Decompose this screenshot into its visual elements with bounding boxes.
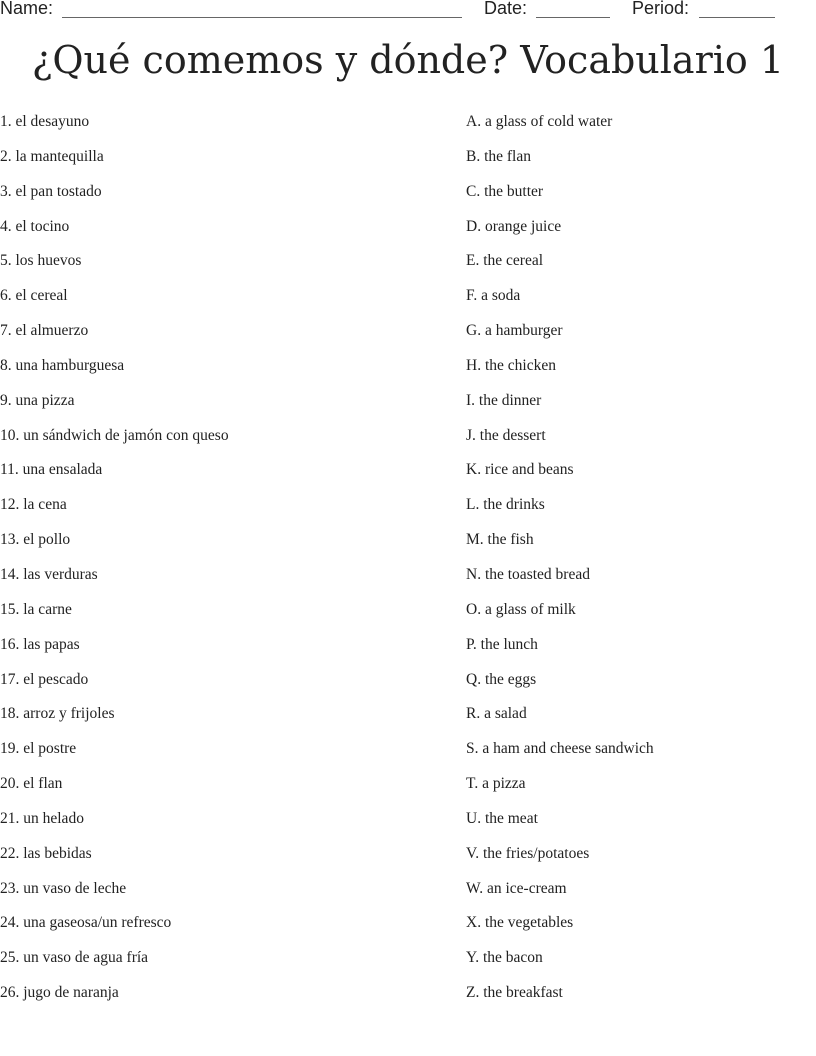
definition-item: S. a ham and cheese sandwich <box>466 740 654 758</box>
spanish-terms-list <box>0 111 440 1017</box>
date-label: Date: <box>484 0 528 18</box>
term-item: 9. una pizza <box>0 391 75 409</box>
definition-item: E. the cereal <box>466 252 544 270</box>
definition-item: X. the vegetables <box>466 914 574 932</box>
term-item: 10. un sándwich de jamón con queso <box>0 426 229 444</box>
term-item: 1. el desayuno <box>0 113 90 130</box>
date-blank[interactable] <box>536 17 610 18</box>
name-blank[interactable] <box>62 17 462 18</box>
term-item: 16. las papas <box>0 635 80 653</box>
definition-item: R. a salad <box>466 705 527 723</box>
term-item: 22. las bebidas <box>0 844 92 862</box>
definition-item: M. the fish <box>466 531 534 549</box>
term-item: 12. la cena <box>0 496 67 514</box>
term-item: 23. un vaso de leche <box>0 879 127 897</box>
definition-item: T. a pizza <box>466 775 526 793</box>
definition-item: L. the drinks <box>466 496 545 514</box>
definition-item: A. a glass of cold water <box>466 113 613 130</box>
term-item: 17. el pescado <box>0 670 89 688</box>
definition-item: Z. the breakfast <box>466 984 563 1002</box>
term-item: 11. una ensalada <box>0 461 103 479</box>
definition-item: G. a hamburger <box>466 322 563 340</box>
definition-item: W. an ice-cream <box>466 879 567 897</box>
definition-item: K. rice and beans <box>466 461 574 479</box>
page-title: ¿Qué comemos y dónde? Vocabulario 1 <box>31 38 785 82</box>
definition-item: U. the meat <box>466 809 538 827</box>
period-label: Period: <box>632 0 690 18</box>
term-item: 24. una gaseosa/un refresco <box>0 914 172 932</box>
term-item: 13. el pollo <box>0 531 71 549</box>
term-item: 25. un vaso de agua fría <box>0 949 149 967</box>
term-item: 5. los huevos <box>0 252 82 270</box>
term-item: 6. el cereal <box>0 287 68 305</box>
definition-item: D. orange juice <box>466 217 562 235</box>
definition-item: N. the toasted bread <box>466 565 590 583</box>
definition-item: Y. the bacon <box>466 949 543 967</box>
term-item: 21. un helado <box>0 809 84 827</box>
term-item: 4. el tocino <box>0 217 70 235</box>
definition-item: J. the dessert <box>466 426 546 444</box>
term-item: 26. jugo de naranja <box>0 984 119 1002</box>
term-item: 7. el almuerzo <box>0 322 89 340</box>
definition-item: C. the butter <box>466 182 544 200</box>
worksheet-header <box>0 0 816 24</box>
definition-item: Q. the eggs <box>466 670 537 688</box>
name-label: Name: <box>0 0 54 18</box>
definition-item: V. the fries/potatoes <box>466 844 590 862</box>
term-item: 19. el postre <box>0 740 77 758</box>
term-item: 20. el flan <box>0 775 63 793</box>
term-item: 2. la mantequilla <box>0 147 104 165</box>
definition-item: F. a soda <box>466 287 521 305</box>
term-item: 18. arroz y frijoles <box>0 705 115 723</box>
period-blank[interactable] <box>699 17 775 18</box>
term-item: 15. la carne <box>0 600 72 618</box>
definition-item: O. a glass of milk <box>466 600 576 618</box>
term-item: 8. una hamburguesa <box>0 356 125 374</box>
definition-item: I. the dinner <box>466 391 542 409</box>
term-item: 14. las verduras <box>0 565 98 583</box>
term-item: 3. el pan tostado <box>0 182 102 200</box>
english-definitions-list <box>466 111 816 1017</box>
definition-item: B. the flan <box>466 147 531 165</box>
definition-item: H. the chicken <box>466 356 556 374</box>
definition-item: P. the lunch <box>466 635 538 653</box>
